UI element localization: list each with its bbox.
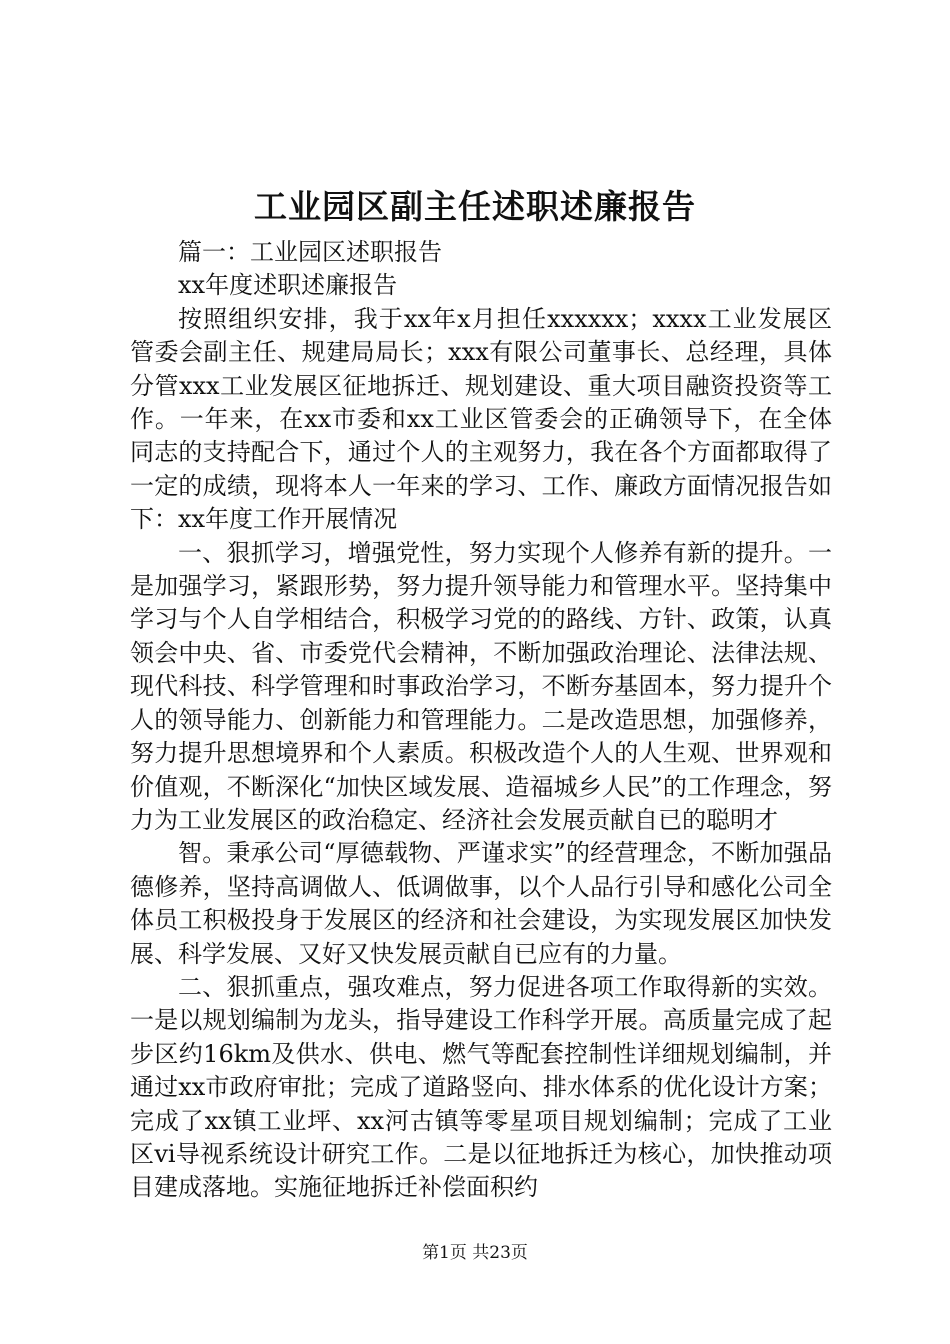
paragraph-study: 一、狠抓学习，增强党性，努力实现个人修养有新的提升。一是加强学习，紧跟形势，努力提升领导能力和管理水平。坚持集中学习与个人自学相结合，积极学习党的的路线、方针、政策，认真领会中央、省、市委党代会精神，不断加强政治理论、法律法规、现代科技、科学管理和时事政治学习，不断夯基固本，努力提升个人的领导能力、创新能力和管理能力。二是改造思想，加强修养，努力提升思想境界和个人素质。积极改造个人的人生观、世界观和价值观，不断深化“加快区域发展、造福城乡人民”的工作理念，努力为工业发展区的政治稳定、经济社会发展贡献自已的聪明才 <box>130 538 832 834</box>
paragraph-intro: 按照组织安排，我于xx年x月担任xxxxxx；xxxx工业发展区管委会副主任、规建局局长；xxx有限公司董事长、总经理，具体分管xxx工业发展区征地拆迁、规划建设、重大项目融资投资等工作。一年来，在xx市委和xx工业区管委会的正确领导下，在全体同志的支持配合下，通过个人的主观努力，我在各个方面都取得了一定的成绩，现将本人一年来的学习、工作、廉政方面情况报告如下：xx年度工作开展情况 <box>130 304 832 534</box>
document-body <box>130 236 832 1205</box>
section-heading: 篇一：工业园区述职报告 <box>178 238 442 266</box>
paragraph-key-work: 二、狠抓重点，强攻难点，努力促进各项工作取得新的实效。一是以规划编制为龙头，指导建设工作科学开展。高质量完成了起步区约16km及供水、供电、燃气等配套控制性详细规划编制，并通过xx市政府审批；完成了道路竖向、排水体系的优化设计方案；完成了xx镇工业坪、xx河古镇等零星项目规划编制；完成了工业区vi导视系统设计研究工作。二是以征地拆迁为核心，加快推动项目建成落地。实施征地拆迁补偿面积约 <box>130 972 832 1202</box>
page-footer: 第1页 共23页 <box>422 1243 528 1263</box>
paragraph-ethics: 智。秉承公司“厚德载物、严谨求实”的经营理念，不断加强品德修养，坚持高调做人、低调做事，以个人品行引导和感化公司全体员工积极投身于发展区的经济和社会建设，为实现发展区加快发展、科学发展、又好又快发展贡献自已应有的力量。 <box>130 839 832 968</box>
report-subtitle: xx年度述职述廉报告 <box>178 271 398 300</box>
document-title: 工业园区副主任述职述廉报告 <box>254 187 696 226</box>
